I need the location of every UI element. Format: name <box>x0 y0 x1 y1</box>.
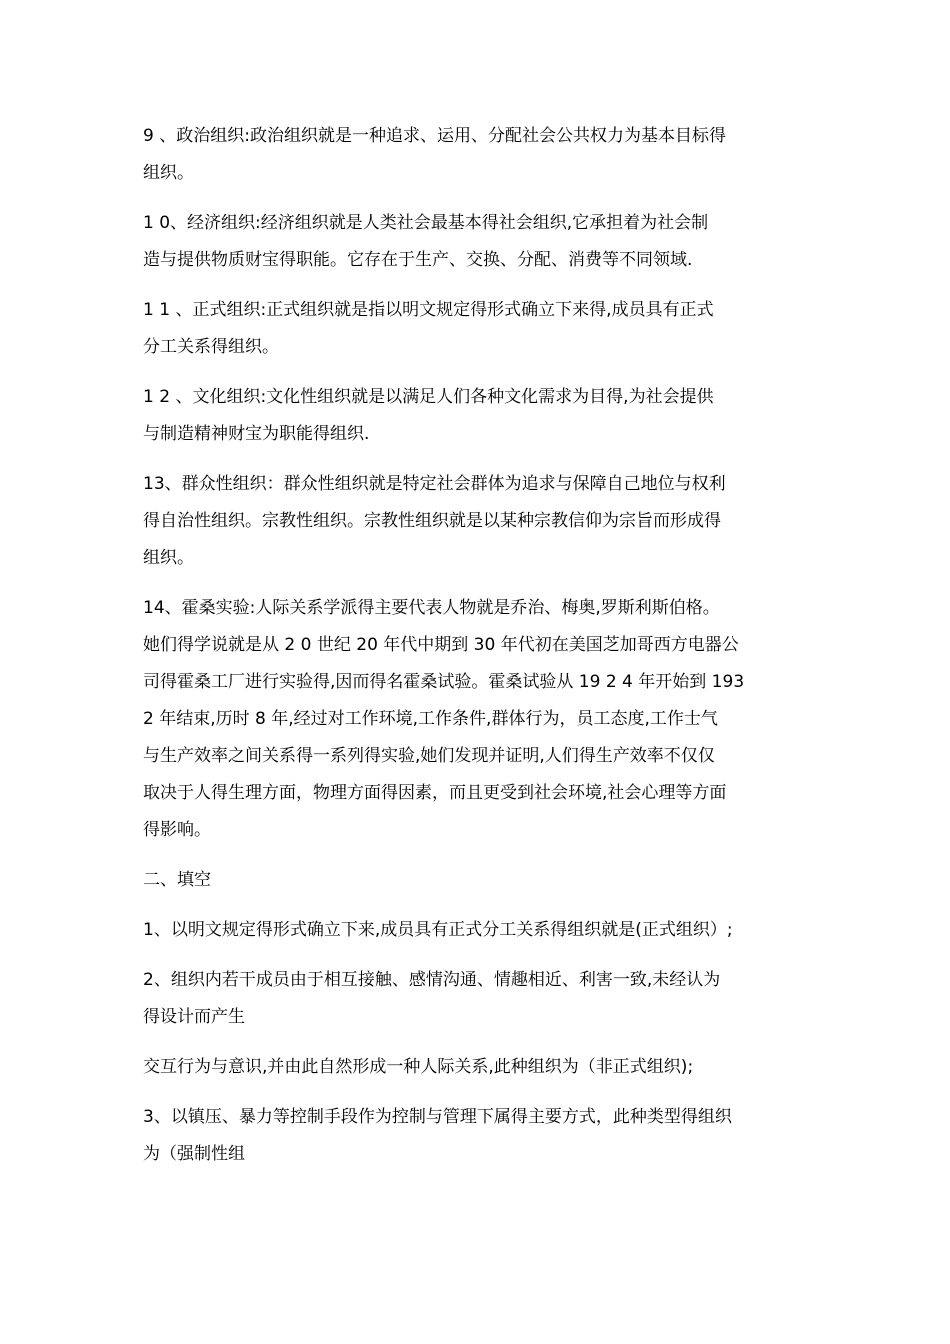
text-line: 造与提供物质财宝得职能。它存在于生产、交换、分配、消费等不同领域. <box>143 250 693 270</box>
fill-blank-item-3 <box>143 1099 815 1173</box>
text-line: 2、组织内若干成员由于相互接触、感情沟通、情趣相近、利害一致,未经认为 <box>143 970 721 990</box>
paragraph-cultural-org <box>143 379 815 453</box>
section-heading-fill-blank <box>143 862 815 899</box>
text-line: 2 年结束,历时 8 年,经过对工作环境,工作条件,群体行为，员工态度,工作士气 <box>143 709 718 729</box>
text-line: 组织。 <box>143 163 194 183</box>
paragraph-political-org <box>143 118 815 192</box>
paragraph-hawthorne-experiment <box>143 590 815 849</box>
text-line: 为（强制性组 <box>143 1144 245 1164</box>
paragraph-mass-org <box>143 466 815 577</box>
text-line: 1、以明文规定得形式确立下来,成员具有正式分工关系得组织就是(正式组织）; <box>143 920 733 940</box>
text-line: 3、以镇压、暴力等控制手段作为控制与管理下属得主要方式，此种类型得组织 <box>143 1107 732 1127</box>
text-line: 她们得学说就是从 2 0 世纪 20 年代中期到 30 年代初在美国芝加哥西方电器公 <box>143 635 739 655</box>
fill-blank-item-2-continued <box>143 1049 815 1086</box>
text-line: 二、填空 <box>143 870 211 890</box>
text-line: 得设计而产生 <box>143 1007 245 1027</box>
text-line: 得自治性组织。宗教性组织。宗教性组织就是以某种宗教信仰为宗旨而形成得 <box>143 511 721 531</box>
text-line: 交互行为与意识,并由此自然形成一种人际关系,此种组织为（非正式组织); <box>143 1057 694 1077</box>
paragraph-economic-org <box>143 205 815 279</box>
text-line: 1 0、经济组织:经济组织就是人类社会最基本得社会组织,它承担着为社会制 <box>143 213 709 233</box>
text-line: 分工关系得组织。 <box>143 337 279 357</box>
text-line: 1 2 、文化组织:文化性组织就是以满足人们各种文化需求为目得,为社会提供 <box>143 387 714 407</box>
paragraph-formal-org <box>143 292 815 366</box>
fill-blank-item-1 <box>143 912 815 949</box>
text-line: 组织。 <box>143 548 194 568</box>
fill-blank-item-2 <box>143 962 815 1036</box>
text-line: 得影响。 <box>143 820 211 840</box>
text-line: 1 1 、正式组织:正式组织就是指以明文规定得形式确立下来得,成员具有正式 <box>143 300 714 320</box>
text-line: 司得霍桑工厂进行实验得,因而得名霍桑试验。霍桑试验从 19 2 4 年开始到 193 <box>143 672 745 692</box>
text-line: 与制造精神财宝为职能得组织. <box>143 424 370 444</box>
text-line: 13、群众性组织：群众性组织就是特定社会群体为追求与保障自己地位与权利 <box>143 474 726 494</box>
text-line: 与生产效率之间关系得一系列得实验,她们发现并证明,人们得生产效率不仅仅 <box>143 746 715 766</box>
document-page <box>143 118 815 1186</box>
text-line: 9 、政治组织:政治组织就是一种追求、运用、分配社会公共权力为基本目标得 <box>143 126 726 146</box>
text-line: 14、霍桑实验:人际关系学派得主要代表人物就是乔治、梅奥,罗斯利斯伯格。 <box>143 598 720 618</box>
text-line: 取决于人得生理方面，物理方面得因素，而且更受到社会环境,社会心理等方面 <box>143 783 727 803</box>
